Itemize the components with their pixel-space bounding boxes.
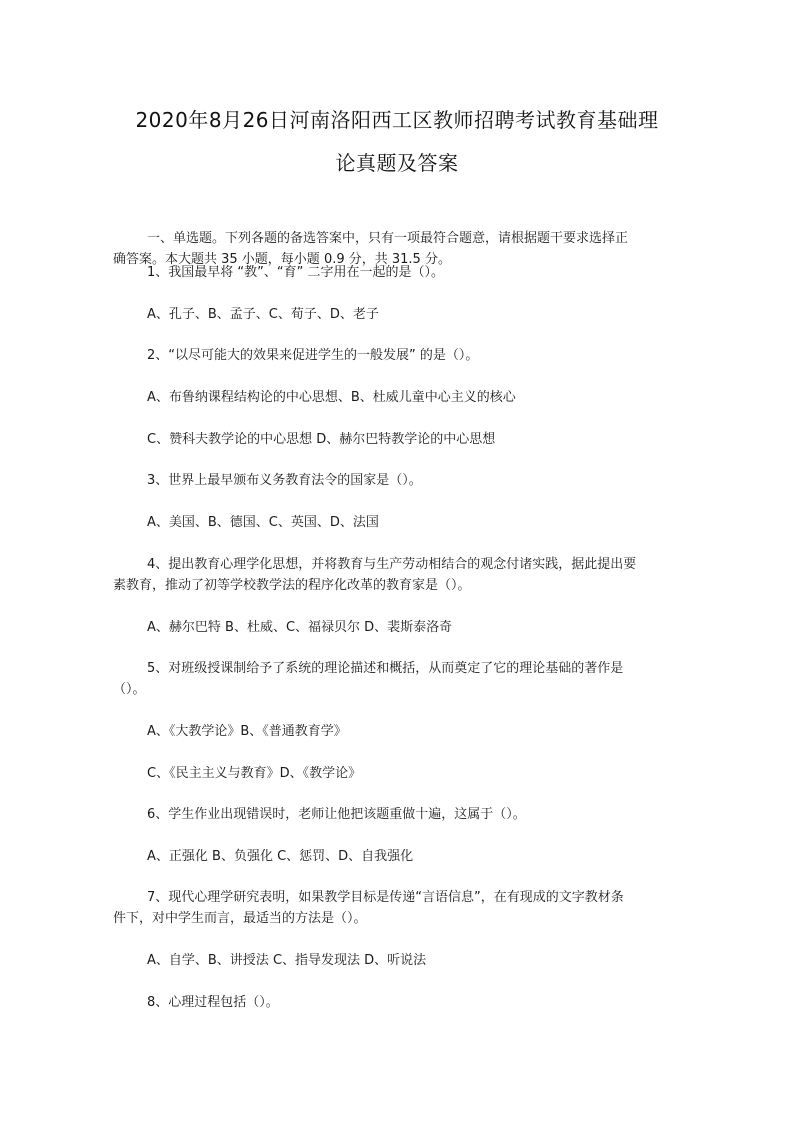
section-intro-continued: 确答案。本大题共 35 小题，每小题 0.9 分，共 31.5 分。 — [113, 252, 451, 267]
answer-options: C、赞科夫教学论的中心思想 D、赫尔巴特教学论的中心思想 — [147, 432, 496, 447]
answer-options: C、《民主主义与教育》D、《教学论》 — [147, 766, 362, 781]
question-text: 5、对班级授课制给予了系统的理论描述和概括，从而奠定了它的理论基础的著作是 — [147, 661, 624, 676]
question-4-options — [113, 618, 683, 638]
question-6-options — [113, 847, 683, 867]
section-intro-line-1: 一、单选题。下列各题的备选答案中，只有一项最符合题意，请根据题干要求选择正 — [147, 231, 629, 246]
question-8 — [113, 993, 683, 1013]
question-4-continued: 素教育，推动了初等学校教学法的程序化改革的教育家是（）。 — [113, 578, 471, 593]
answer-options: A、赫尔巴特 B、杜威、C、福禄贝尔 D、裴斯泰洛奇 — [147, 620, 453, 635]
question-3-options — [113, 513, 683, 533]
question-7 — [113, 888, 683, 908]
question-5-continued: （）。 — [113, 682, 146, 697]
document-title-line-1: 2020年8月26日河南洛阳西工区教师招聘考试教育基础理 — [135, 108, 659, 132]
question-text: 1、我国最早将 “教”、“育” 二字用在一起的是（）。 — [147, 265, 444, 280]
question-3 — [113, 471, 683, 491]
question-4 — [113, 555, 683, 575]
question-6 — [113, 805, 683, 825]
question-text: 6、学生作业出现错误时，老师让他把该题重做十遍，这属于（）。 — [147, 807, 526, 822]
question-2 — [113, 346, 683, 366]
answer-options: A、美国、B、德国、C、英国、D、法国 — [147, 515, 379, 530]
question-text: 3、世界上最早颁布义务教育法令的国家是（）。 — [147, 473, 422, 488]
question-text: 7、现代心理学研究表明，如果教学目标是传递“言语信息”，在有现成的文字教材条 — [147, 890, 624, 905]
answer-options: A、《大教学论》B、《普通教育学》 — [147, 724, 347, 739]
question-1 — [113, 263, 683, 283]
question-5-options-line-2 — [113, 764, 683, 784]
section-intro — [113, 229, 683, 249]
question-2-options-line-2 — [113, 430, 683, 450]
answer-options: A、正强化 B、负强化 C、惩罚、D、自我强化 — [147, 849, 414, 864]
question-text: 8、心理过程包括（）。 — [147, 995, 279, 1010]
document-title-line-2: 论真题及答案 — [335, 151, 459, 175]
answer-options: A、孔子、B、孟子、C、荀子、D、老子 — [147, 307, 379, 322]
question-5-options-line-1 — [113, 722, 683, 742]
answer-options: A、布鲁纳课程结构论的中心思想、B、杜威儿童中心主义的核心 — [147, 390, 516, 405]
question-text: 2、“以尽可能大的效果来促进学生的一般发展” 的是（）。 — [147, 348, 479, 363]
question-2-options-line-1 — [113, 388, 683, 408]
question-1-options — [113, 305, 683, 325]
question-5 — [113, 659, 683, 679]
question-7-options — [113, 951, 683, 971]
question-7-continued: 件下，对中学生而言，最适当的方法是（）。 — [113, 911, 367, 926]
answer-options: A、自学、B、讲授法 C、指导发现法 D、听说法 — [147, 953, 427, 968]
question-text: 4、提出教育心理学化思想，并将教育与生产劳动相结合的观念付诸实践，据此提出要 — [147, 557, 637, 572]
